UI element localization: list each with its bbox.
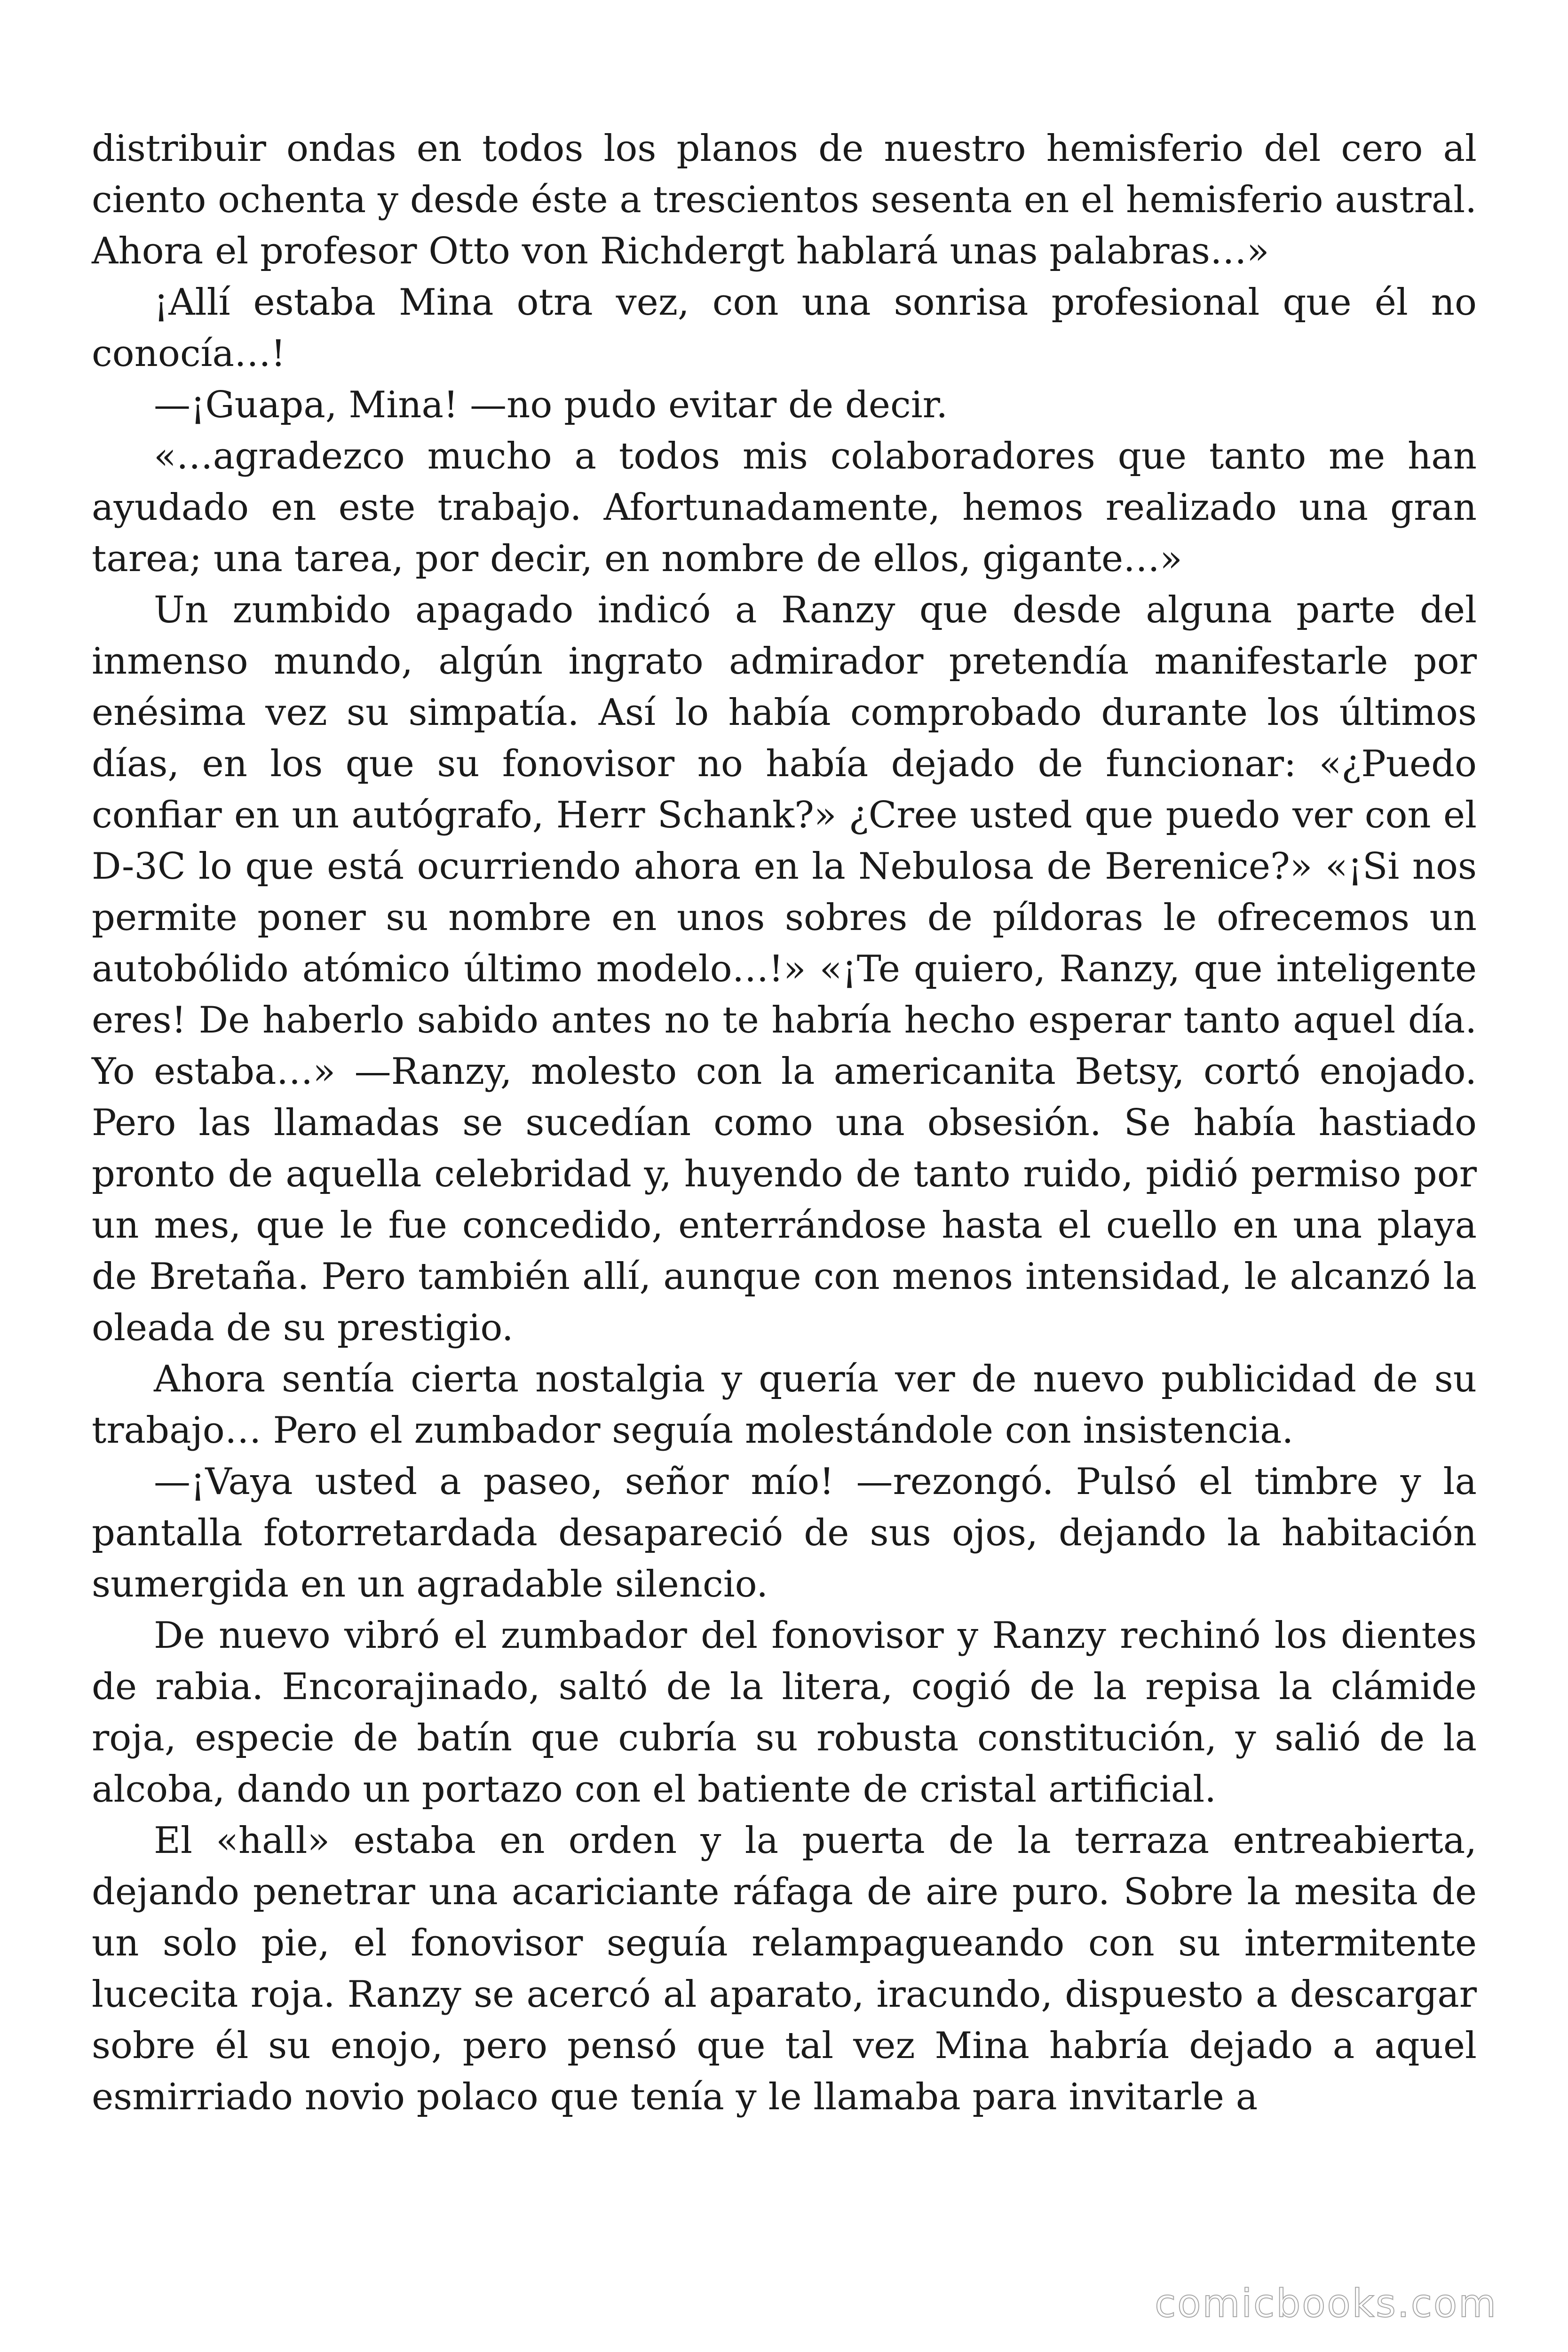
paragraph-1: distribuir ondas en todos los planos de nuestro hemisferio del cero al ciento ochenta y desde éste a trescientos sesenta en el hemisferio austral. Ahora el profesor Otto von Richdergt hablará unas palabras…»	[92, 127, 1477, 272]
paragraph-9: El «hall» estaba en orden y la puerta de la terraza entreabierta, dejando penetrar una acariciante ráfaga de aire puro. Sobre la mesita de un solo pie, el fonovisor seguía relampagueando con su intermitente lucecita roja. Ranzy se acercó al aparato, iracundo, dispuesto a descargar sobre él su enojo, pero pensó que tal vez Mina habría dejado a aquel esmirriado novio polaco que tenía y le llamaba para invitarle a	[92, 1820, 1477, 2118]
paragraph-7: —¡Vaya usted a paseo, señor mío! —rezongó. Pulsó el timbre y la pantalla fotorretardada desapareció de sus ojos, dejando la habitación sumergida en un agradable silencio.	[92, 1461, 1477, 1605]
book-page-body	[92, 123, 1477, 2123]
paragraph-5: Un zumbido apagado indicó a Ranzy que desde alguna parte del inmenso mundo, algún ingrato admirador pretendía manifestarle por enésima vez su simpatía. Así lo había comprobado durante los últimos días, en los que su fonovisor no había dejado de funcionar: «¿Puedo confiar en un autógrafo, Herr Schank?» ¿Cree usted que puedo ver con el D-3C lo que está ocurriendo ahora en la Nebulosa de Berenice?» «¡Si nos permite poner su nombre en unos sobres de píldoras le ofrecemos un autobólido atómico último modelo…!» «¡Te quiero, Ranzy, que inteligente eres! De haberlo sabido antes no te habría hecho esperar tanto aquel día. Yo estaba…» —Ranzy, molesto con la americanita Betsy, cortó enojado. Pero las llamadas se sucedían como una obsesión. Se había hastiado pronto de aquella celebridad y, huyendo de tanto ruido, pidió permiso por un mes, que le fue concedido, enterrándose hasta el cuello en una playa de Bretaña. Pero también allí, aunque con menos intensidad, le alcanzó la oleada de su prestigio.	[92, 589, 1477, 1349]
paragraph-6: Ahora sentía cierta nostalgia y quería ver de nuevo publicidad de su trabajo… Pero el zumbador seguía molestándole con insistencia.	[92, 1358, 1477, 1452]
paragraph-4: «…agradezco mucho a todos mis colaboradores que tanto me han ayudado en este trabajo. Afortunadamente, hemos realizado una gran tarea; una tarea, por decir, en nombre de ellos, gigante…»	[92, 435, 1477, 580]
site-watermark: comicbooks.com	[1155, 2281, 1497, 2326]
paragraph-8: De nuevo vibró el zumbador del fonovisor y Ranzy rechinó los dientes de rabia. Encorajinado, saltó de la litera, cogió de la repisa la clámide roja, especie de batín que cubría su robusta constitución, y salió de la alcoba, dando un portazo con el batiente de cristal artificial.	[92, 1614, 1477, 1811]
paragraph-3: —¡Guapa, Mina! —no pudo evitar de decir.	[154, 384, 948, 426]
paragraph-2: ¡Allí estaba Mina otra vez, con una sonrisa profesional que él no conocía…!	[92, 281, 1477, 375]
